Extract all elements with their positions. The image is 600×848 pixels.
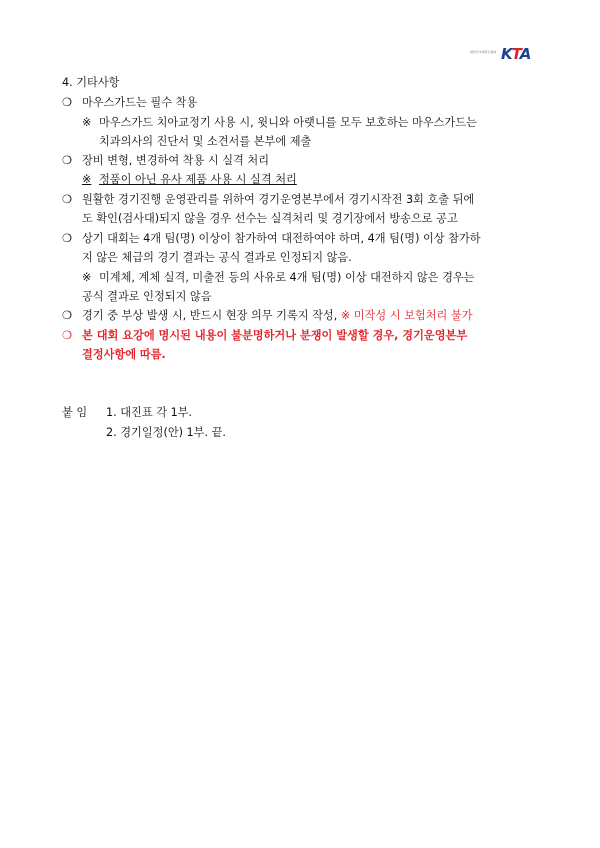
note-mouthguard-line2: 치과의사의 진단서 및 소견서를 본부에 제출 bbox=[99, 135, 312, 148]
item-injury-red-note: ※ 미작성 시 보험처리 불가 bbox=[340, 309, 473, 322]
item-call-line1: 원활한 경기진행 운영관리를 위하여 경기운영본부에서 경기시작전 3회 호출 뒤에 bbox=[82, 193, 475, 206]
item-teams-line2: 지 않은 체급의 경기 결과는 공식 결과로 인정되지 않음. bbox=[82, 251, 352, 264]
bullet-icon: ❍ bbox=[62, 96, 73, 109]
item-dispute-line1: 본 대회 요강에 명시된 내용이 불분명하거나 분쟁이 발생할 경우, 경기운영본부 bbox=[82, 329, 468, 342]
note-equipment: 정품이 아닌 유사 제품 사용 시 실격 처리 bbox=[99, 173, 297, 186]
item-call-line2: 도 확인(검사대)되지 않을 경우 선수는 실격처리 및 경기장에서 방송으로 공고 bbox=[82, 212, 458, 225]
bullet-icon: ❍ bbox=[62, 329, 73, 342]
attachment-item-2: 2. 경기일정(안) 1부. 끝. bbox=[106, 426, 226, 439]
section-title: 4. 기타사항 bbox=[62, 76, 120, 89]
logo-mark: KTA bbox=[501, 45, 531, 63]
note-icon: ※ bbox=[82, 271, 92, 284]
note-icon: ※ bbox=[82, 173, 92, 186]
bullet-icon: ❍ bbox=[62, 154, 73, 167]
bullet-icon: ❍ bbox=[62, 309, 73, 322]
note-icon: ※ bbox=[82, 116, 92, 129]
logo-subtitle: 대한민국태권도협회 bbox=[470, 50, 497, 54]
item-dispute-line2: 결정사항에 따름. bbox=[82, 348, 166, 361]
attachment-label: 붙 임 bbox=[62, 406, 88, 419]
bullet-icon: ❍ bbox=[62, 232, 73, 245]
bullet-icon: ❍ bbox=[62, 193, 73, 206]
kta-logo bbox=[470, 44, 540, 62]
item-mouthguard: 마우스가드는 필수 착용 bbox=[82, 96, 198, 109]
note-teams-line1: 미계체, 계체 실격, 미출전 등의 사유로 4개 팀(명) 이상 대전하지 않은 경우는 bbox=[99, 271, 475, 284]
item-injury bbox=[82, 309, 473, 323]
note-mouthguard-line1: 마우스가드 치아교정기 사용 시, 윗니와 아랫니를 모두 보호하는 마우스가드는 bbox=[99, 116, 477, 129]
item-equipment: 장비 변형, 변경하여 착용 시 실격 처리 bbox=[82, 154, 270, 167]
attachment-item-1: 1. 대진표 각 1부. bbox=[106, 406, 193, 419]
item-teams-line1: 상기 대회는 4개 팀(명) 이상이 참가하여 대전하여야 하며, 4개 팀(명) 이상 참가하 bbox=[82, 232, 481, 245]
note-teams-line2: 공식 결과로 인정되지 않음 bbox=[82, 290, 212, 303]
item-injury-text: 경기 중 부상 발생 시, 반드시 현장 의무 기록지 작성, bbox=[82, 309, 338, 322]
